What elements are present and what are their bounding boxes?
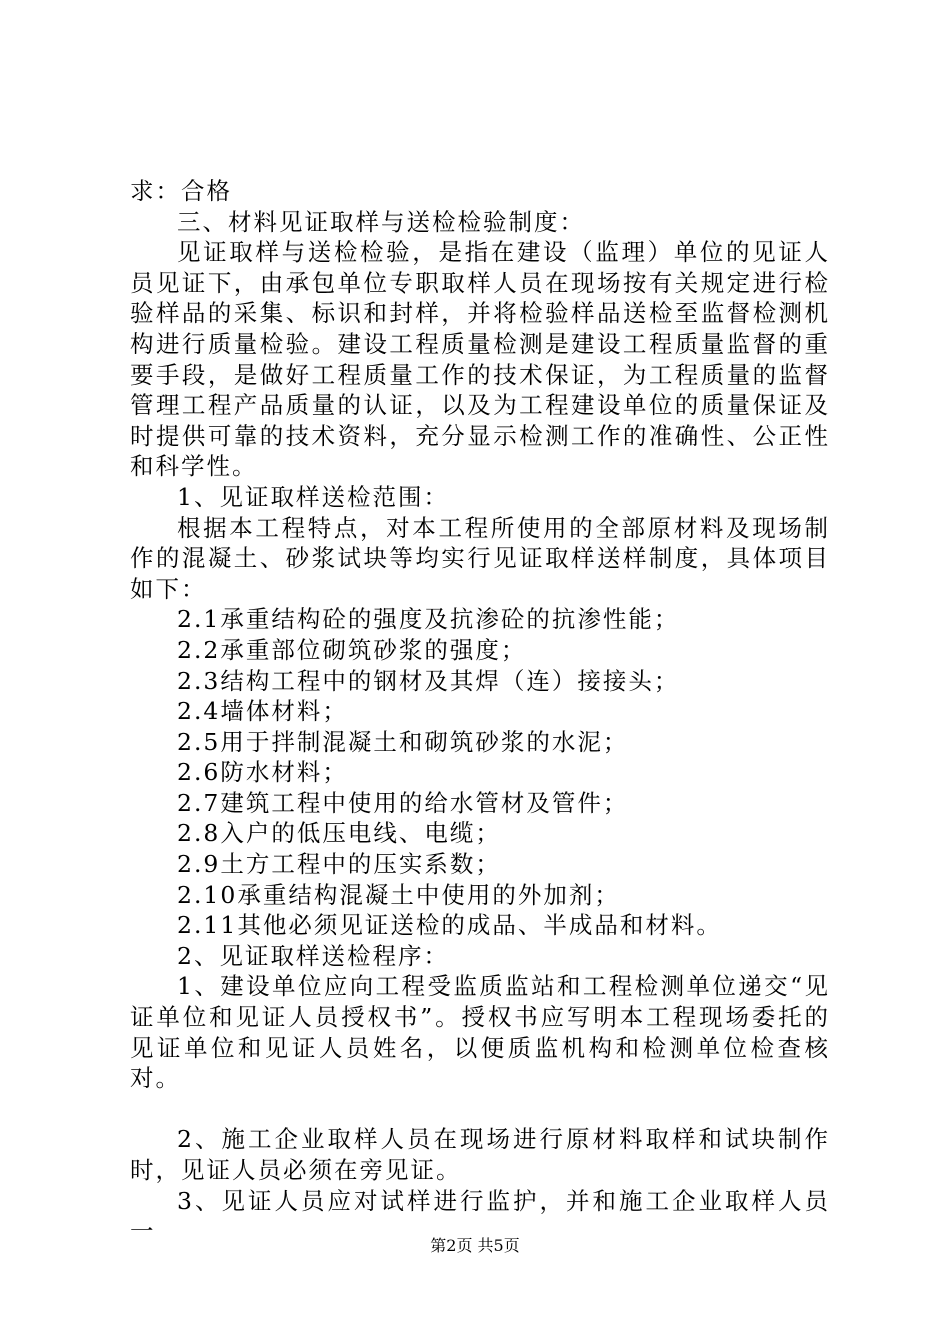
section-heading-3: 三、材料见证取样与送检检验制度： xyxy=(177,207,585,236)
list-item: 2.6防水材料； xyxy=(177,758,348,787)
list-item: 2.8入户的低压电线、电缆； xyxy=(177,819,501,848)
list-item: 2.4墙体材料； xyxy=(177,697,348,726)
paragraph-continuation: 求：合格 xyxy=(130,177,232,205)
subheading-scope: 1、见证取样送检范围： xyxy=(177,482,449,511)
list-item: 2.11其他必须见证送检的成品、半成品和材料。 xyxy=(177,911,722,940)
list-item: 2.7建筑工程中使用的给水管材及管件； xyxy=(177,788,629,817)
procedure-step: 1、建设单位应向工程受监质监站和工程检测单位递交“见证单位和见证人员授权书”。授权书应写明本工程现场委托的见证单位和见证人员姓名，以便质监机构和检测单位检查核对。 xyxy=(130,972,830,1093)
list-item: 2.5用于拌制混凝土和砌筑砂浆的水泥； xyxy=(177,727,629,756)
list-item: 2.2承重部位砌筑砂浆的强度； xyxy=(177,635,527,664)
document-body xyxy=(130,176,830,1247)
list-item: 2.3结构工程中的钢材及其焊（连）接接头； xyxy=(177,666,680,695)
paragraph-definition: 见证取样与送检检验，是指在建设（监理）单位的见证人员见证下，由承包单位专职取样人员在现场按有关规定进行检验样品的采集、标识和封样，并将检验样品送检至监督检测机构进行质量检验。建设工程质量检测是建设工程质量监督的重要手段，是做好工程质量工作的技术保证，为工程质量的监督管理工程产品质量的认证，以及为工程建设单位的质量保证及时提供可靠的技术资料，充分显示检测工作的准确性、公正性和科学性。 xyxy=(130,238,830,481)
page-number-footer: 第2页 共5页 xyxy=(430,1236,520,1255)
procedure-step: 2、施工企业取样人员在现场进行原材料取样和试块制作时，见证人员必须在旁见证。 xyxy=(130,1125,830,1184)
subheading-procedure: 2、见证取样送检程序： xyxy=(177,941,449,970)
list-item: 2.10承重结构混凝土中使用的外加剂； xyxy=(177,880,620,909)
blank-line xyxy=(130,1094,830,1125)
paragraph-scope: 根据本工程特点，对本工程所使用的全部原材料及现场制作的混凝土、砂浆试块等均实行见证取样送样制度，具体项目如下： xyxy=(130,513,830,603)
list-item: 2.9土方工程中的压实系数； xyxy=(177,850,501,879)
procedure-step: 3、见证人员应对试样进行监护，并和施工企业取样人员一 xyxy=(130,1186,830,1246)
list-item: 2.1承重结构砼的强度及抗渗砼的抗渗性能； xyxy=(177,605,680,634)
